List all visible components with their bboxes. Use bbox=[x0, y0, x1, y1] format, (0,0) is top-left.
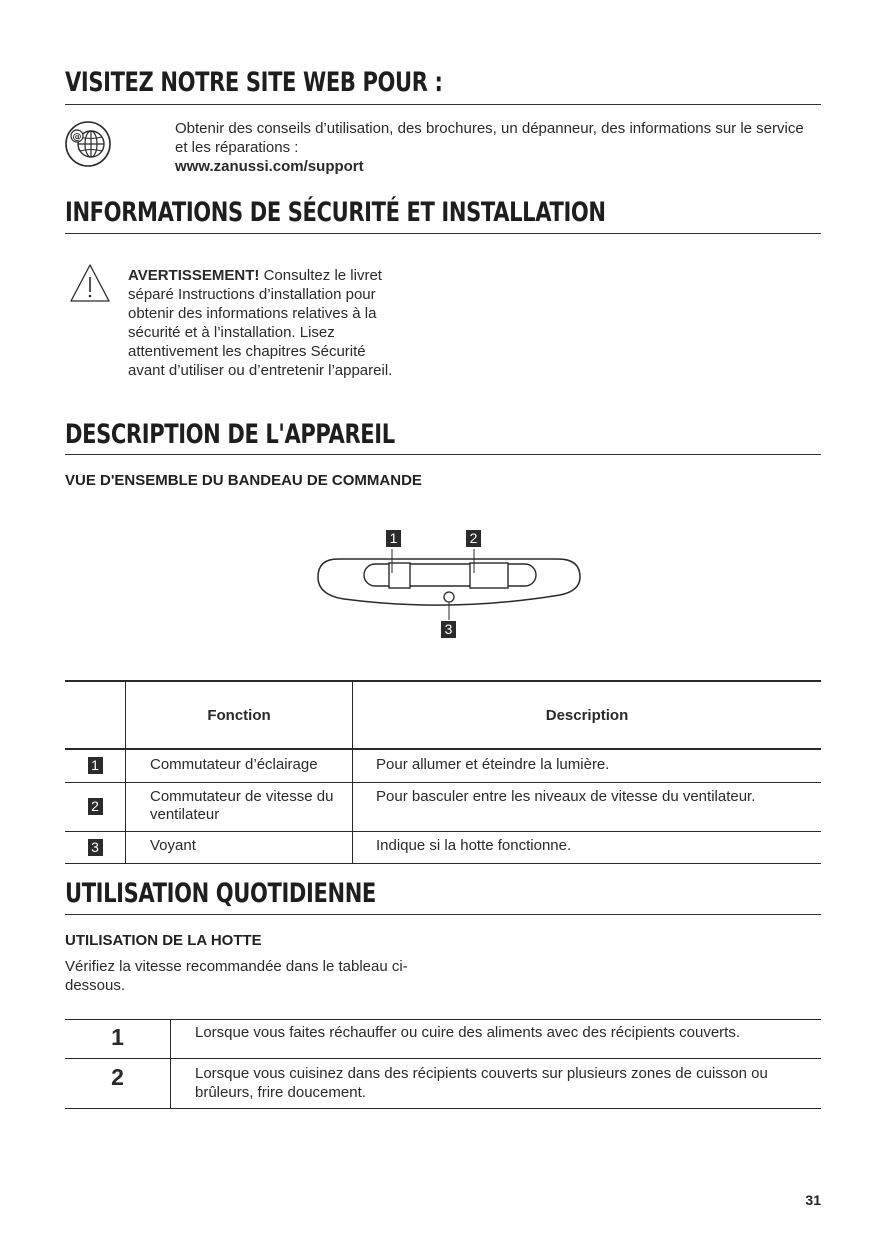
row-number-badge: 3 bbox=[88, 839, 103, 856]
section-divider bbox=[65, 454, 821, 455]
table-header-row bbox=[65, 681, 821, 749]
section-title-usage: UTILISATION QUOTIDIENNE bbox=[65, 878, 376, 909]
table-cell-num bbox=[65, 749, 126, 782]
speed-description: Lorsque vous cuisinez dans des récipients couverts sur plusieurs zones de cuisson ou brûleurs, frire doucement. bbox=[195, 1065, 768, 1101]
table-cell-function: Commutateur de vitesse du ventilateur bbox=[126, 782, 353, 831]
table-row bbox=[65, 782, 821, 831]
table-header-function: Fonction bbox=[126, 681, 353, 749]
speed-description: Lorsque vous faites réchauffer ou cuire des aliments avec des récipients couverts. bbox=[195, 1024, 741, 1041]
table-cell-description: Pour allumer et éteindre la lumière. bbox=[376, 756, 610, 773]
row-number-badge: 1 bbox=[88, 757, 103, 774]
speed-level: 2 bbox=[65, 1059, 171, 1109]
section-title-safety: INFORMATIONS DE SÉCURITÉ ET INSTALLATION bbox=[65, 197, 606, 228]
section-divider bbox=[65, 233, 821, 234]
speed-table bbox=[65, 1019, 821, 1109]
control-function-table bbox=[65, 680, 821, 864]
table-cell-num bbox=[65, 782, 126, 831]
subtitle-control-panel: VUE D'ENSEMBLE DU BANDEAU DE COMMANDE bbox=[65, 472, 422, 489]
table-cell-function: Voyant bbox=[126, 831, 353, 863]
warning-text-block bbox=[128, 266, 403, 380]
table-row bbox=[65, 749, 821, 782]
warning-text: Consultez le livret séparé Instructions d’installation pour obtenir des informations relatives à la sécurité et à l’installation. Lisez attentivement les chapitres Sécurité avant d’utiliser ou d’entretenir l’appareil. bbox=[128, 267, 393, 379]
table-cell-function: Commutateur d’éclairage bbox=[126, 749, 353, 782]
table-header-description: Description bbox=[545, 707, 629, 724]
table-header-num bbox=[65, 681, 126, 749]
table-cell-num bbox=[65, 831, 126, 863]
svg-text:@: @ bbox=[72, 132, 82, 143]
row-number-badge: 2 bbox=[88, 798, 103, 815]
usage-intro-text: Vérifiez la vitesse recommandée dans le tableau ci-dessous. bbox=[65, 958, 408, 994]
support-link[interactable]: www.zanussi.com/support bbox=[175, 158, 364, 175]
warning-label: AVERTISSEMENT! bbox=[128, 267, 260, 284]
section-divider bbox=[65, 914, 821, 915]
website-description: Obtenir des conseils d’utilisation, des brochures, un dépanneur, des informations sur le service et les réparations : bbox=[175, 120, 804, 156]
diagram-label-1: 1 bbox=[386, 530, 401, 547]
subtitle-hood-usage: UTILISATION DE LA HOTTE bbox=[65, 932, 262, 949]
table-row bbox=[65, 1059, 821, 1109]
speed-level: 1 bbox=[65, 1020, 171, 1059]
section-title-description: DESCRIPTION DE L'APPAREIL bbox=[65, 419, 395, 450]
table-cell-description: Pour basculer entre les niveaux de vitesse du ventilateur. bbox=[376, 787, 756, 805]
website-info-text bbox=[175, 119, 815, 176]
table-cell-description: Indique si la hotte fonctionne. bbox=[376, 836, 572, 854]
diagram-label-2: 2 bbox=[466, 530, 481, 547]
section-divider bbox=[65, 104, 821, 105]
diagram-label-3: 3 bbox=[441, 621, 456, 638]
warning-triangle-icon bbox=[69, 263, 111, 303]
control-panel-diagram bbox=[310, 525, 590, 645]
web-globe-icon bbox=[64, 120, 112, 168]
section-title-website: VISITEZ NOTRE SITE WEB POUR : bbox=[65, 67, 443, 98]
table-row bbox=[65, 831, 821, 863]
table-row bbox=[65, 1020, 821, 1059]
page-number: 31 bbox=[805, 1192, 821, 1208]
